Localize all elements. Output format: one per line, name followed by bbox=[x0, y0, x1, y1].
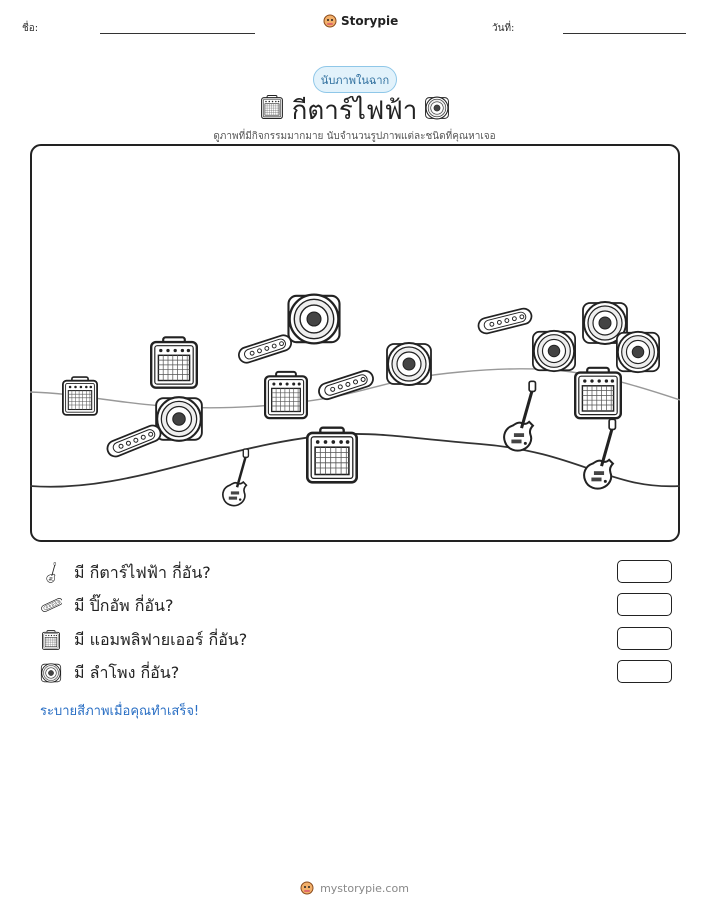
footer bbox=[0, 881, 709, 895]
answer-box[interactable] bbox=[617, 560, 672, 583]
question-text: มี ปิ๊กอัพ กี่อัน? bbox=[74, 595, 174, 615]
speaker-icon bbox=[288, 295, 339, 344]
storypie-logo bbox=[323, 14, 398, 28]
date-label: วันที่: bbox=[492, 23, 515, 34]
question-icon bbox=[40, 562, 62, 584]
pickup-icon bbox=[105, 423, 163, 459]
speaker-icon bbox=[617, 332, 659, 372]
storypie-mascot-icon bbox=[323, 14, 337, 28]
speaker-icon bbox=[156, 397, 202, 441]
answer-box[interactable] bbox=[617, 660, 672, 683]
footer-url[interactable]: mystorypie.com bbox=[320, 881, 409, 895]
pickup-icon bbox=[477, 307, 533, 335]
answer-box[interactable] bbox=[617, 593, 672, 616]
amplifier-icon bbox=[265, 372, 307, 418]
pickup-icon bbox=[237, 333, 293, 364]
title-speaker-icon bbox=[424, 95, 450, 121]
pickup-icon bbox=[40, 595, 62, 617]
storypie-mascot-icon bbox=[300, 881, 314, 895]
title-amplifier-icon bbox=[260, 95, 284, 119]
category-badge: นับภาพในฉาก bbox=[313, 66, 397, 93]
question-row bbox=[40, 560, 672, 586]
amplifier-icon bbox=[307, 428, 356, 483]
guitar-icon bbox=[584, 419, 615, 488]
question-text: มี กีตาร์ไฟฟ้า กี่อัน? bbox=[74, 562, 211, 582]
brand-name: Storypie bbox=[341, 14, 399, 28]
amplifier-icon bbox=[40, 629, 62, 651]
question-icon bbox=[40, 662, 62, 684]
amplifier-icon bbox=[575, 368, 621, 418]
instructions: ดูภาพที่มีกิจกรรมมากมาย นับจำนวนรูปภาพแต่ละชนิดที่คุณหาเจอ bbox=[213, 131, 496, 142]
speaker-icon bbox=[533, 331, 575, 371]
page-title: กีตาร์ไฟฟ้า bbox=[291, 96, 418, 126]
question-icon bbox=[40, 595, 62, 617]
answer-box[interactable] bbox=[617, 627, 672, 650]
amplifier-icon bbox=[151, 337, 197, 387]
question-row bbox=[40, 593, 672, 619]
name-line[interactable] bbox=[100, 33, 255, 34]
question-row bbox=[40, 660, 672, 686]
question-text: มี ลำโพง กี่อัน? bbox=[74, 662, 180, 682]
scene-illustration bbox=[30, 144, 680, 542]
question-row bbox=[40, 627, 672, 653]
question-text: มี แอมพลิฟายเออร์ กี่อัน? bbox=[74, 629, 248, 649]
name-label: ชื่อ: bbox=[22, 23, 39, 34]
amplifier-icon bbox=[63, 377, 97, 415]
guitar-icon bbox=[223, 449, 249, 506]
date-line[interactable] bbox=[563, 33, 686, 34]
guitar-icon bbox=[504, 381, 535, 450]
pickup-icon bbox=[317, 369, 375, 402]
question-icon bbox=[40, 629, 62, 651]
speaker-icon bbox=[40, 662, 62, 684]
guitar-icon bbox=[40, 562, 62, 584]
speaker-icon bbox=[387, 343, 431, 385]
colorize-instruction: ระบายสีภาพเมื่อคุณทำเสร็จ! bbox=[40, 704, 200, 719]
